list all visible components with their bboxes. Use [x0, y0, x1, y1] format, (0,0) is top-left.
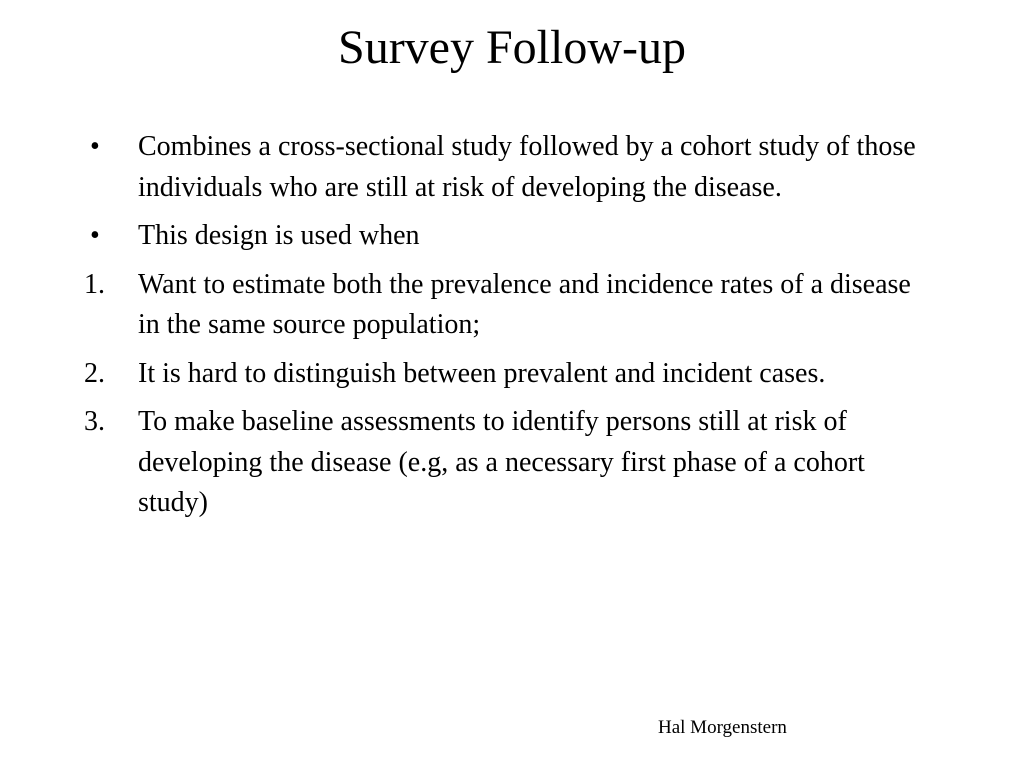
numbered-item [84, 265, 934, 346]
slide-content [84, 127, 934, 532]
number-marker: 3. [84, 406, 105, 437]
bullet-item [84, 127, 934, 208]
numbered-text: It is hard to distinguish between prevalent and incident cases. [138, 357, 826, 389]
bullet-item [84, 216, 934, 257]
bullet-marker: • [90, 220, 100, 251]
author-footer: Hal Morgenstern [658, 717, 787, 738]
numbered-item [84, 354, 934, 395]
bullet-text: This design is used when [138, 220, 420, 251]
numbered-text: To make baseline assessments to identify persons still at risk of developing the disease (e.g, as a necessary first phase of a cohort study) [138, 406, 865, 518]
bullet-marker: • [90, 131, 100, 162]
numbered-text: Want to estimate both the prevalence and incidence rates of a disease in the same source population; [138, 268, 911, 340]
slide-title: Survey Follow-up [338, 21, 686, 74]
bullet-text: Combines a cross-sectional study followed by a cohort study of those individuals who are still at risk of developing the disease. [138, 131, 916, 203]
numbered-item [84, 402, 934, 524]
number-marker: 1. [84, 268, 105, 300]
number-marker: 2. [84, 357, 105, 389]
